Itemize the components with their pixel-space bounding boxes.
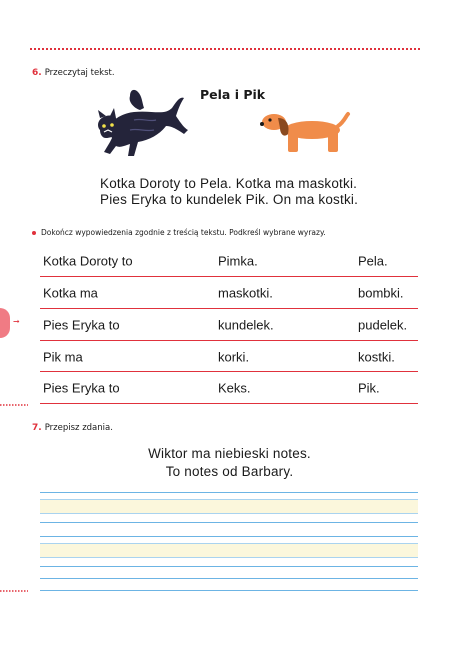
writing-line[interactable] (40, 590, 418, 591)
task-instruction (32, 228, 326, 237)
writing-line[interactable] (40, 578, 418, 579)
sentence-start: Pik ma (43, 349, 83, 364)
choice-word[interactable]: Pik. (358, 380, 380, 395)
writing-line[interactable] (40, 557, 418, 558)
copy-sentence-1: Wiktor ma niebieski notes. (148, 446, 311, 461)
writing-line[interactable] (40, 566, 418, 567)
story-title: Pela i Pik (200, 87, 266, 102)
exercise-7-header (32, 423, 113, 433)
bullet-dot (32, 231, 36, 235)
exercise-6-header (32, 68, 115, 78)
option-row-3 (40, 309, 418, 340)
choice-word[interactable]: pudelek. (358, 317, 408, 332)
choice-word[interactable]: korki. (218, 349, 250, 364)
exercise-6-instruction: Przeczytaj tekst. (44, 68, 115, 78)
writing-line[interactable] (40, 536, 418, 537)
dachshund-illustration (260, 108, 352, 158)
writing-line[interactable] (40, 513, 418, 514)
choice-word[interactable]: kostki. (358, 349, 395, 364)
sentence-start: Kotka Doroty to (43, 253, 133, 268)
sentence-start: Pies Eryka to (43, 380, 120, 395)
writing-line[interactable] (40, 499, 418, 500)
option-row-1 (40, 245, 418, 276)
top-dotted-rule (30, 47, 420, 51)
copy-sentence-2: To notes od Barbary. (165, 464, 294, 479)
writing-line[interactable] (40, 543, 418, 544)
side-tab-marker (0, 308, 10, 338)
option-row-4 (40, 341, 418, 372)
writing-band (40, 499, 418, 513)
choice-word[interactable]: Pimka. (218, 253, 258, 268)
sentence-start: Pies Eryka to (43, 317, 120, 332)
writing-line[interactable] (40, 522, 418, 523)
choice-word[interactable]: maskotki. (218, 285, 273, 300)
writing-band (40, 543, 418, 557)
row-rule (40, 403, 418, 404)
choice-word[interactable]: Pela. (358, 253, 388, 268)
exercise-6-number: 6. (32, 68, 42, 78)
exercise-7-instruction: Przepisz zdania. (44, 423, 113, 433)
choice-word[interactable]: bombki. (358, 285, 404, 300)
cat-illustration (94, 86, 194, 162)
choice-word[interactable]: kundelek. (218, 317, 274, 332)
margin-dots (0, 590, 28, 592)
sentence-start: Kotka ma (43, 285, 98, 300)
margin-dots (0, 404, 28, 406)
option-row-2 (40, 277, 418, 308)
story-line-1: Kotka Doroty to Pela. Kotka ma maskotki. (100, 176, 358, 191)
writing-line[interactable] (40, 492, 418, 493)
choice-word[interactable]: Keks. (218, 380, 251, 395)
option-row-5 (40, 372, 418, 403)
story-line-2: Pies Eryka to kundelek Pik. On ma kostki. (100, 192, 359, 207)
task-instruction-text: Dokończ wypowiedzenia zgodnie z treścią tekstu. Podkreśl wybrane wyrazy. (41, 228, 326, 237)
exercise-7-number: 7. (32, 423, 42, 433)
arrow-right-icon: ➞ (13, 317, 20, 326)
